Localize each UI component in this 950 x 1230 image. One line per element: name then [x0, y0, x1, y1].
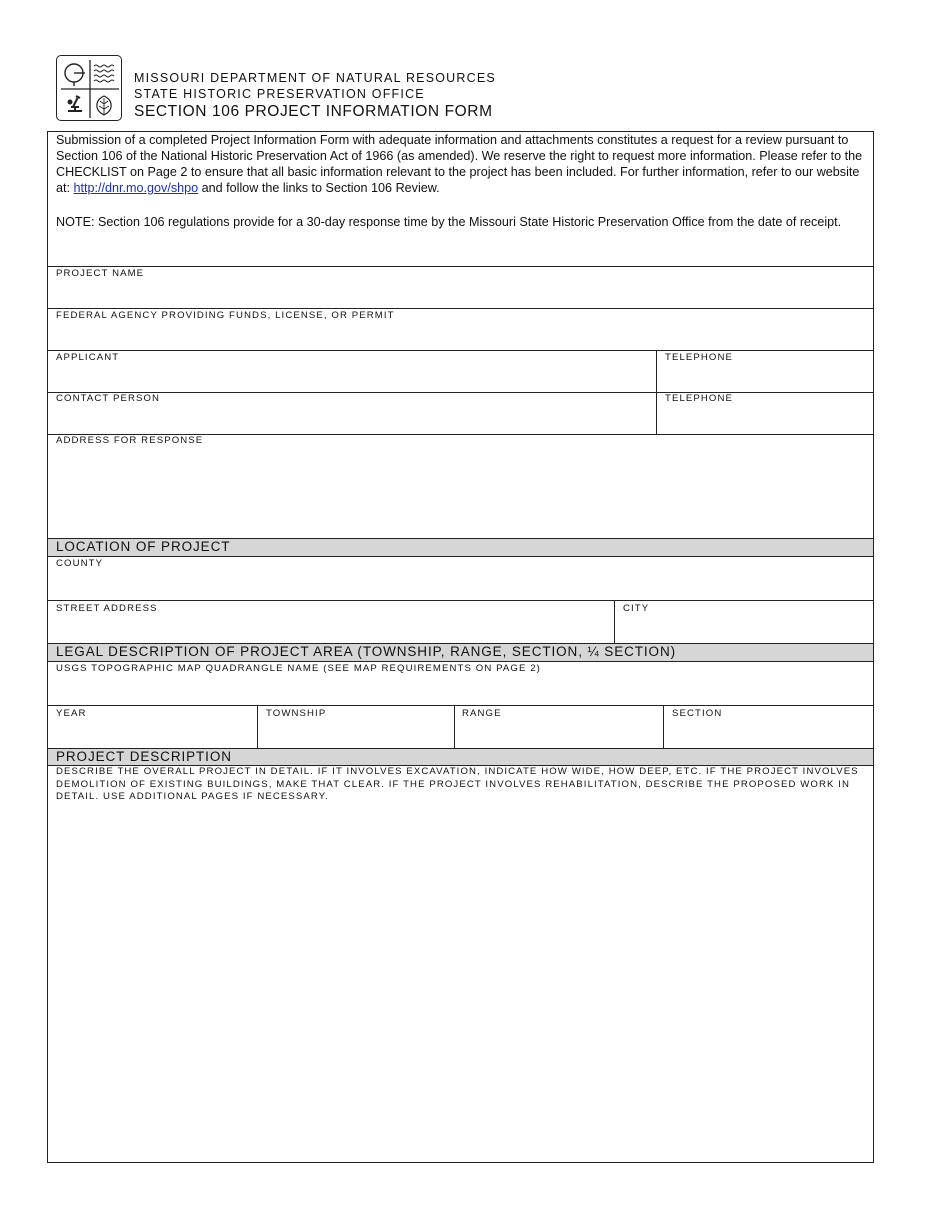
legal-section-header: LEGAL DESCRIPTION OF PROJECT AREA (TOWNSHIP, RANGE, SECTION, ¼ SECTION): [48, 643, 873, 662]
office-name: STATE HISTORIC PRESERVATION OFFICE: [134, 87, 425, 101]
federal-agency-field[interactable]: [48, 309, 873, 350]
contact-person-label: CONTACT PERSON: [56, 393, 161, 404]
project-description-field[interactable]: [48, 804, 873, 1162]
street-address-label: STREET ADDRESS: [56, 603, 158, 614]
address-field[interactable]: [48, 435, 873, 538]
federal-agency-label: FEDERAL AGENCY PROVIDING FUNDS, LICENSE, OR PERMIT: [56, 310, 395, 321]
shpo-website-link[interactable]: http://dnr.mo.gov/shpo: [73, 181, 199, 195]
intro-paragraph: Submission of a completed Project Information Form with adequate information and attachments constitutes a request for a review pursuant to Section 106 of the National Historic Preservation Act of 1966 (as amended). We reserve the right to request more information. Please refer to the CHECKLIST on Page 2 to ensure that all basic information relevant to the project has been included. For further information, refer to our website at: http://dnr.mo.gov/shpo and follow the links to Section 106 Review.: [56, 133, 863, 195]
street-address-field[interactable]: [48, 601, 613, 643]
section-field[interactable]: [664, 706, 873, 748]
department-name: MISSOURI DEPARTMENT OF NATURAL RESOURCES: [134, 71, 496, 85]
project-name-label: PROJECT NAME: [56, 268, 145, 279]
range-field[interactable]: [455, 706, 662, 748]
form-frame: [47, 131, 874, 1163]
contact-person-field[interactable]: [48, 393, 655, 434]
form-title: SECTION 106 PROJECT INFORMATION FORM: [134, 103, 493, 120]
applicant-label: APPLICANT: [56, 352, 120, 363]
city-field[interactable]: [615, 601, 873, 643]
county-field[interactable]: [48, 557, 873, 600]
county-label: COUNTY: [56, 558, 104, 569]
section-label: SECTION: [672, 708, 723, 719]
township-label: TOWNSHIP: [266, 708, 327, 719]
city-label: CITY: [623, 603, 650, 614]
project-name-field[interactable]: [48, 267, 873, 308]
note-paragraph: NOTE: Section 106 regulations provide for a 30-day response time by the Missouri State Historic Preservation Office from the date of receipt.: [56, 215, 842, 229]
year-field[interactable]: [48, 706, 256, 748]
year-label: YEAR: [56, 708, 87, 719]
applicant-telephone-label: TELEPHONE: [665, 352, 734, 363]
description-instructions: DESCRIBE THE OVERALL PROJECT IN DETAIL. IF IT INVOLVES EXCAVATION, INDICATE HOW WIDE, HOW DEEP, ETC. IF THE PROJECT INVOLVES DEMOLITION OF EXISTING BUILDINGS, MAKE THAT CLEAR. IF THE PROJECT INVOLVES REHABILITATION, DESCRIBE THE PROPOSED WORK IN DETAIL. USE ADDITIONAL PAGES IF NECESSARY.: [56, 766, 859, 802]
applicant-telephone-field[interactable]: [657, 351, 873, 392]
usgs-quad-field[interactable]: [48, 662, 873, 705]
location-section-header: LOCATION OF PROJECT: [48, 538, 873, 557]
usgs-quad-label: USGS TOPOGRAPHIC MAP QUADRANGLE NAME (SEE MAP REQUIREMENTS ON PAGE 2): [56, 663, 541, 674]
dnr-logo: [56, 55, 122, 121]
range-label: RANGE: [462, 708, 502, 719]
contact-telephone-field[interactable]: [657, 393, 873, 434]
description-section-header: PROJECT DESCRIPTION: [48, 748, 873, 766]
contact-telephone-label: TELEPHONE: [665, 393, 734, 404]
applicant-field[interactable]: [48, 351, 655, 392]
address-label: ADDRESS FOR RESPONSE: [56, 435, 204, 446]
intro-text: [56, 132, 866, 230]
township-field[interactable]: [258, 706, 453, 748]
